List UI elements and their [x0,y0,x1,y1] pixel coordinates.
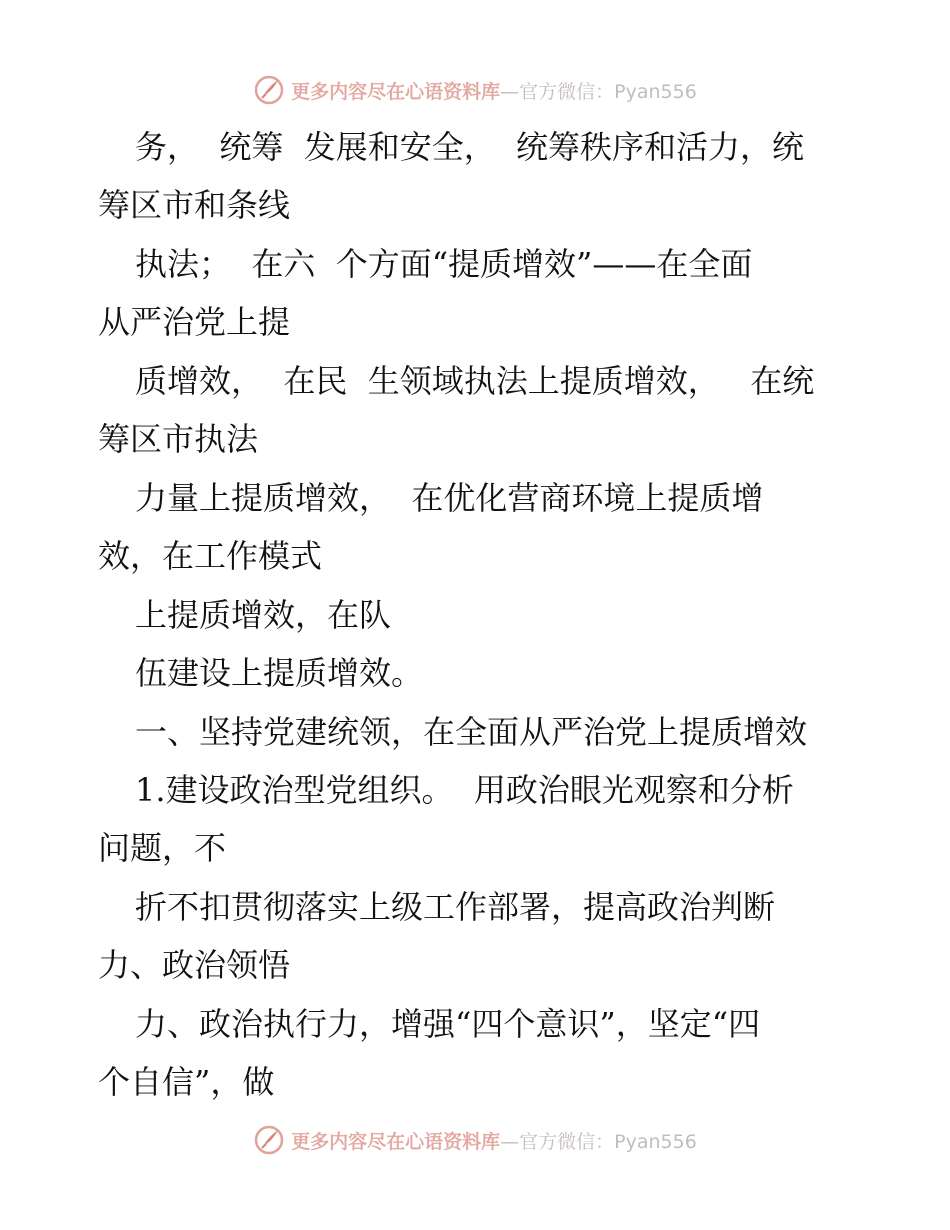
text-line: 效，在工作模式 [98,537,323,575]
section-heading: 一、坚持党建统领，在全面从严治党上提质增效 [135,713,808,751]
text-line: 力、政治执行力，增强“四个意识”，坚定“四 [135,1005,761,1043]
watermark-contact: —官方微信：Pyan556 [500,80,697,103]
text-line: 伍建设上提质增效。 [135,654,424,692]
text-line: 折不扣贯彻落实上级工作部署，提高政治判断 [135,888,776,926]
watermark-text [291,1127,697,1154]
text-line: 筹区市和条线 [98,186,291,224]
text-line: 1.建设政治型党组织。 用政治眼光观察和分析 [135,771,794,809]
text-line: 务， 统筹 发展和安全， 统筹秩序和活力，统 [135,128,805,166]
text-line: 力量上提质增效， 在优化营商环境上提质增 [135,479,764,517]
text-line: 执法； 在六 个方面“提质增效”——在全面 [135,245,753,283]
footer-watermark [0,1120,950,1160]
watermark-brand: 更多内容尽在心语资料库 [291,1130,501,1153]
text-line: 上提质增效，在队 [135,596,392,634]
text-line: 质增效， 在民 生领域执法上提质增效， 在统 [135,362,815,400]
quill-logo-icon [253,1124,285,1156]
text-line: 筹区市执法 [98,420,259,458]
watermark-brand: 更多内容尽在心语资料库 [291,80,501,103]
text-line: 从严治党上提 [98,303,291,341]
watermark-contact: —官方微信：Pyan556 [500,1130,697,1153]
text-line: 问题，不 [98,829,227,867]
text-line: 个自信”，做 [98,1063,275,1101]
text-line: 力、政治领悟 [98,946,291,984]
